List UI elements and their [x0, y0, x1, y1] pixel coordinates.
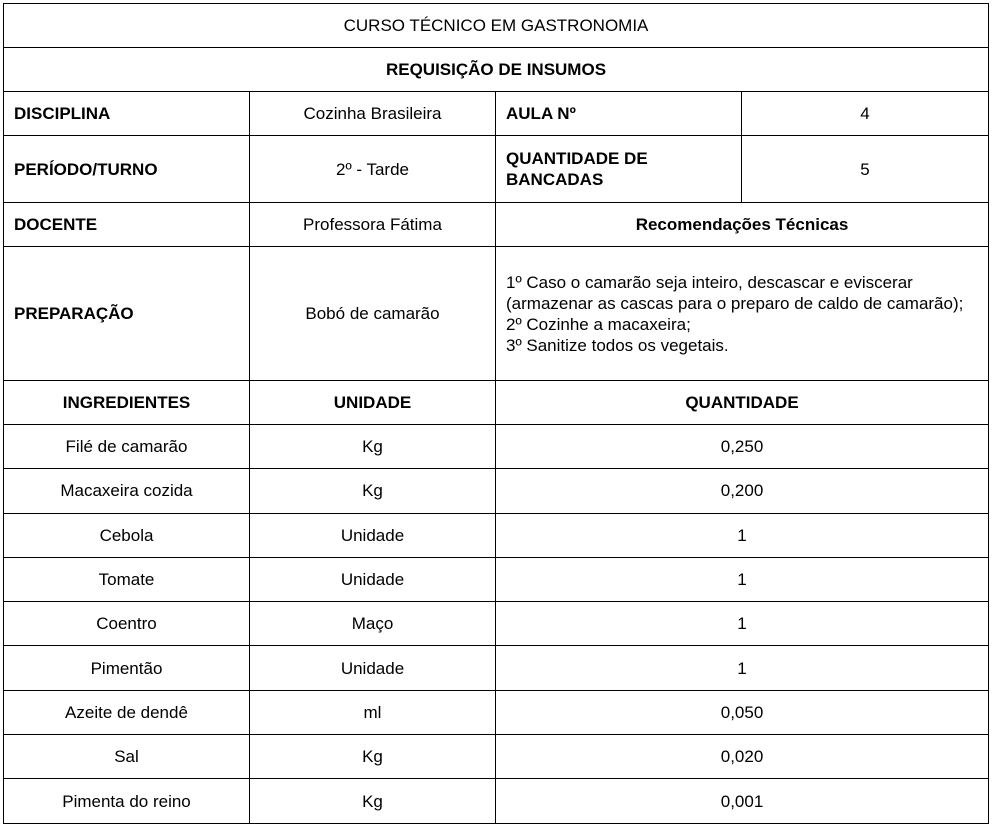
bancadas-label: QUANTIDADE DE BANCADAS: [496, 136, 742, 203]
disciplina-row: [4, 92, 989, 136]
disciplina-value: Cozinha Brasileira: [250, 92, 496, 136]
preparacao-label: PREPARAÇÃO: [4, 247, 250, 381]
ingredient-unit: Maço: [250, 602, 496, 646]
ingredients-header-row: [4, 381, 989, 425]
ingredient-unit: Unidade: [250, 557, 496, 601]
ingredient-unit: Kg: [250, 425, 496, 469]
table-row: [4, 602, 989, 646]
ingredient-quantity: 0,200: [496, 469, 989, 513]
recomendacoes-label: Recomendações Técnicas: [496, 203, 989, 247]
periodo-row: [4, 136, 989, 203]
form-title: REQUISIÇÃO DE INSUMOS: [4, 48, 989, 92]
recomendacoes-text: 1º Caso o camarão seja inteiro, descascar e eviscerar (armazenar as cascas para o preparo de caldo de camarão); 2º Cozinhe a macaxeira; 3º Sanitize todos os vegetais.: [496, 247, 989, 381]
ingredient-quantity: 0,020: [496, 735, 989, 779]
table-row: [4, 469, 989, 513]
ingredient-name: Sal: [4, 735, 250, 779]
ingredient-name: Tomate: [4, 557, 250, 601]
ingredient-unit: ml: [250, 690, 496, 734]
ingredient-name: Azeite de dendê: [4, 690, 250, 734]
aula-label: AULA Nº: [496, 92, 742, 136]
preparacao-row: [4, 247, 989, 381]
docente-value: Professora Fátima: [250, 203, 496, 247]
ingredient-quantity: 1: [496, 513, 989, 557]
docente-label: DOCENTE: [4, 203, 250, 247]
table-row: [4, 425, 989, 469]
ingredient-quantity: 0,001: [496, 779, 989, 823]
table-row: [4, 690, 989, 734]
ingredient-unit: Unidade: [250, 646, 496, 690]
ingredient-unit: Unidade: [250, 513, 496, 557]
ingredient-unit: Kg: [250, 779, 496, 823]
unit-header: UNIDADE: [250, 381, 496, 425]
ingredient-name: Pimenta do reino: [4, 779, 250, 823]
ingredient-quantity: 1: [496, 602, 989, 646]
bancadas-value: 5: [742, 136, 989, 203]
ingredient-quantity: 0,250: [496, 425, 989, 469]
table-row: [4, 735, 989, 779]
ingredient-name: Coentro: [4, 602, 250, 646]
ingredient-quantity: 0,050: [496, 690, 989, 734]
docente-row: [4, 203, 989, 247]
periodo-label: PERÍODO/TURNO: [4, 136, 250, 203]
form-title-row: [4, 48, 989, 92]
ingredient-name: Cebola: [4, 513, 250, 557]
ingredient-unit: Kg: [250, 735, 496, 779]
ingredient-name: Pimentão: [4, 646, 250, 690]
ingredient-unit: Kg: [250, 469, 496, 513]
course-title: CURSO TÉCNICO EM GASTRONOMIA: [4, 4, 989, 48]
course-row: [4, 4, 989, 48]
periodo-value: 2º - Tarde: [250, 136, 496, 203]
quantity-header: QUANTIDADE: [496, 381, 989, 425]
ingredient-name: Filé de camarão: [4, 425, 250, 469]
ingredient-quantity: 1: [496, 646, 989, 690]
requisition-table: [3, 3, 989, 824]
table-row: [4, 557, 989, 601]
preparacao-value: Bobó de camarão: [250, 247, 496, 381]
table-row: [4, 513, 989, 557]
ingredient-quantity: 1: [496, 557, 989, 601]
ingredient-name: Macaxeira cozida: [4, 469, 250, 513]
table-row: [4, 646, 989, 690]
table-row: [4, 779, 989, 823]
ingredients-header: INGREDIENTES: [4, 381, 250, 425]
aula-value: 4: [742, 92, 989, 136]
disciplina-label: DISCIPLINA: [4, 92, 250, 136]
